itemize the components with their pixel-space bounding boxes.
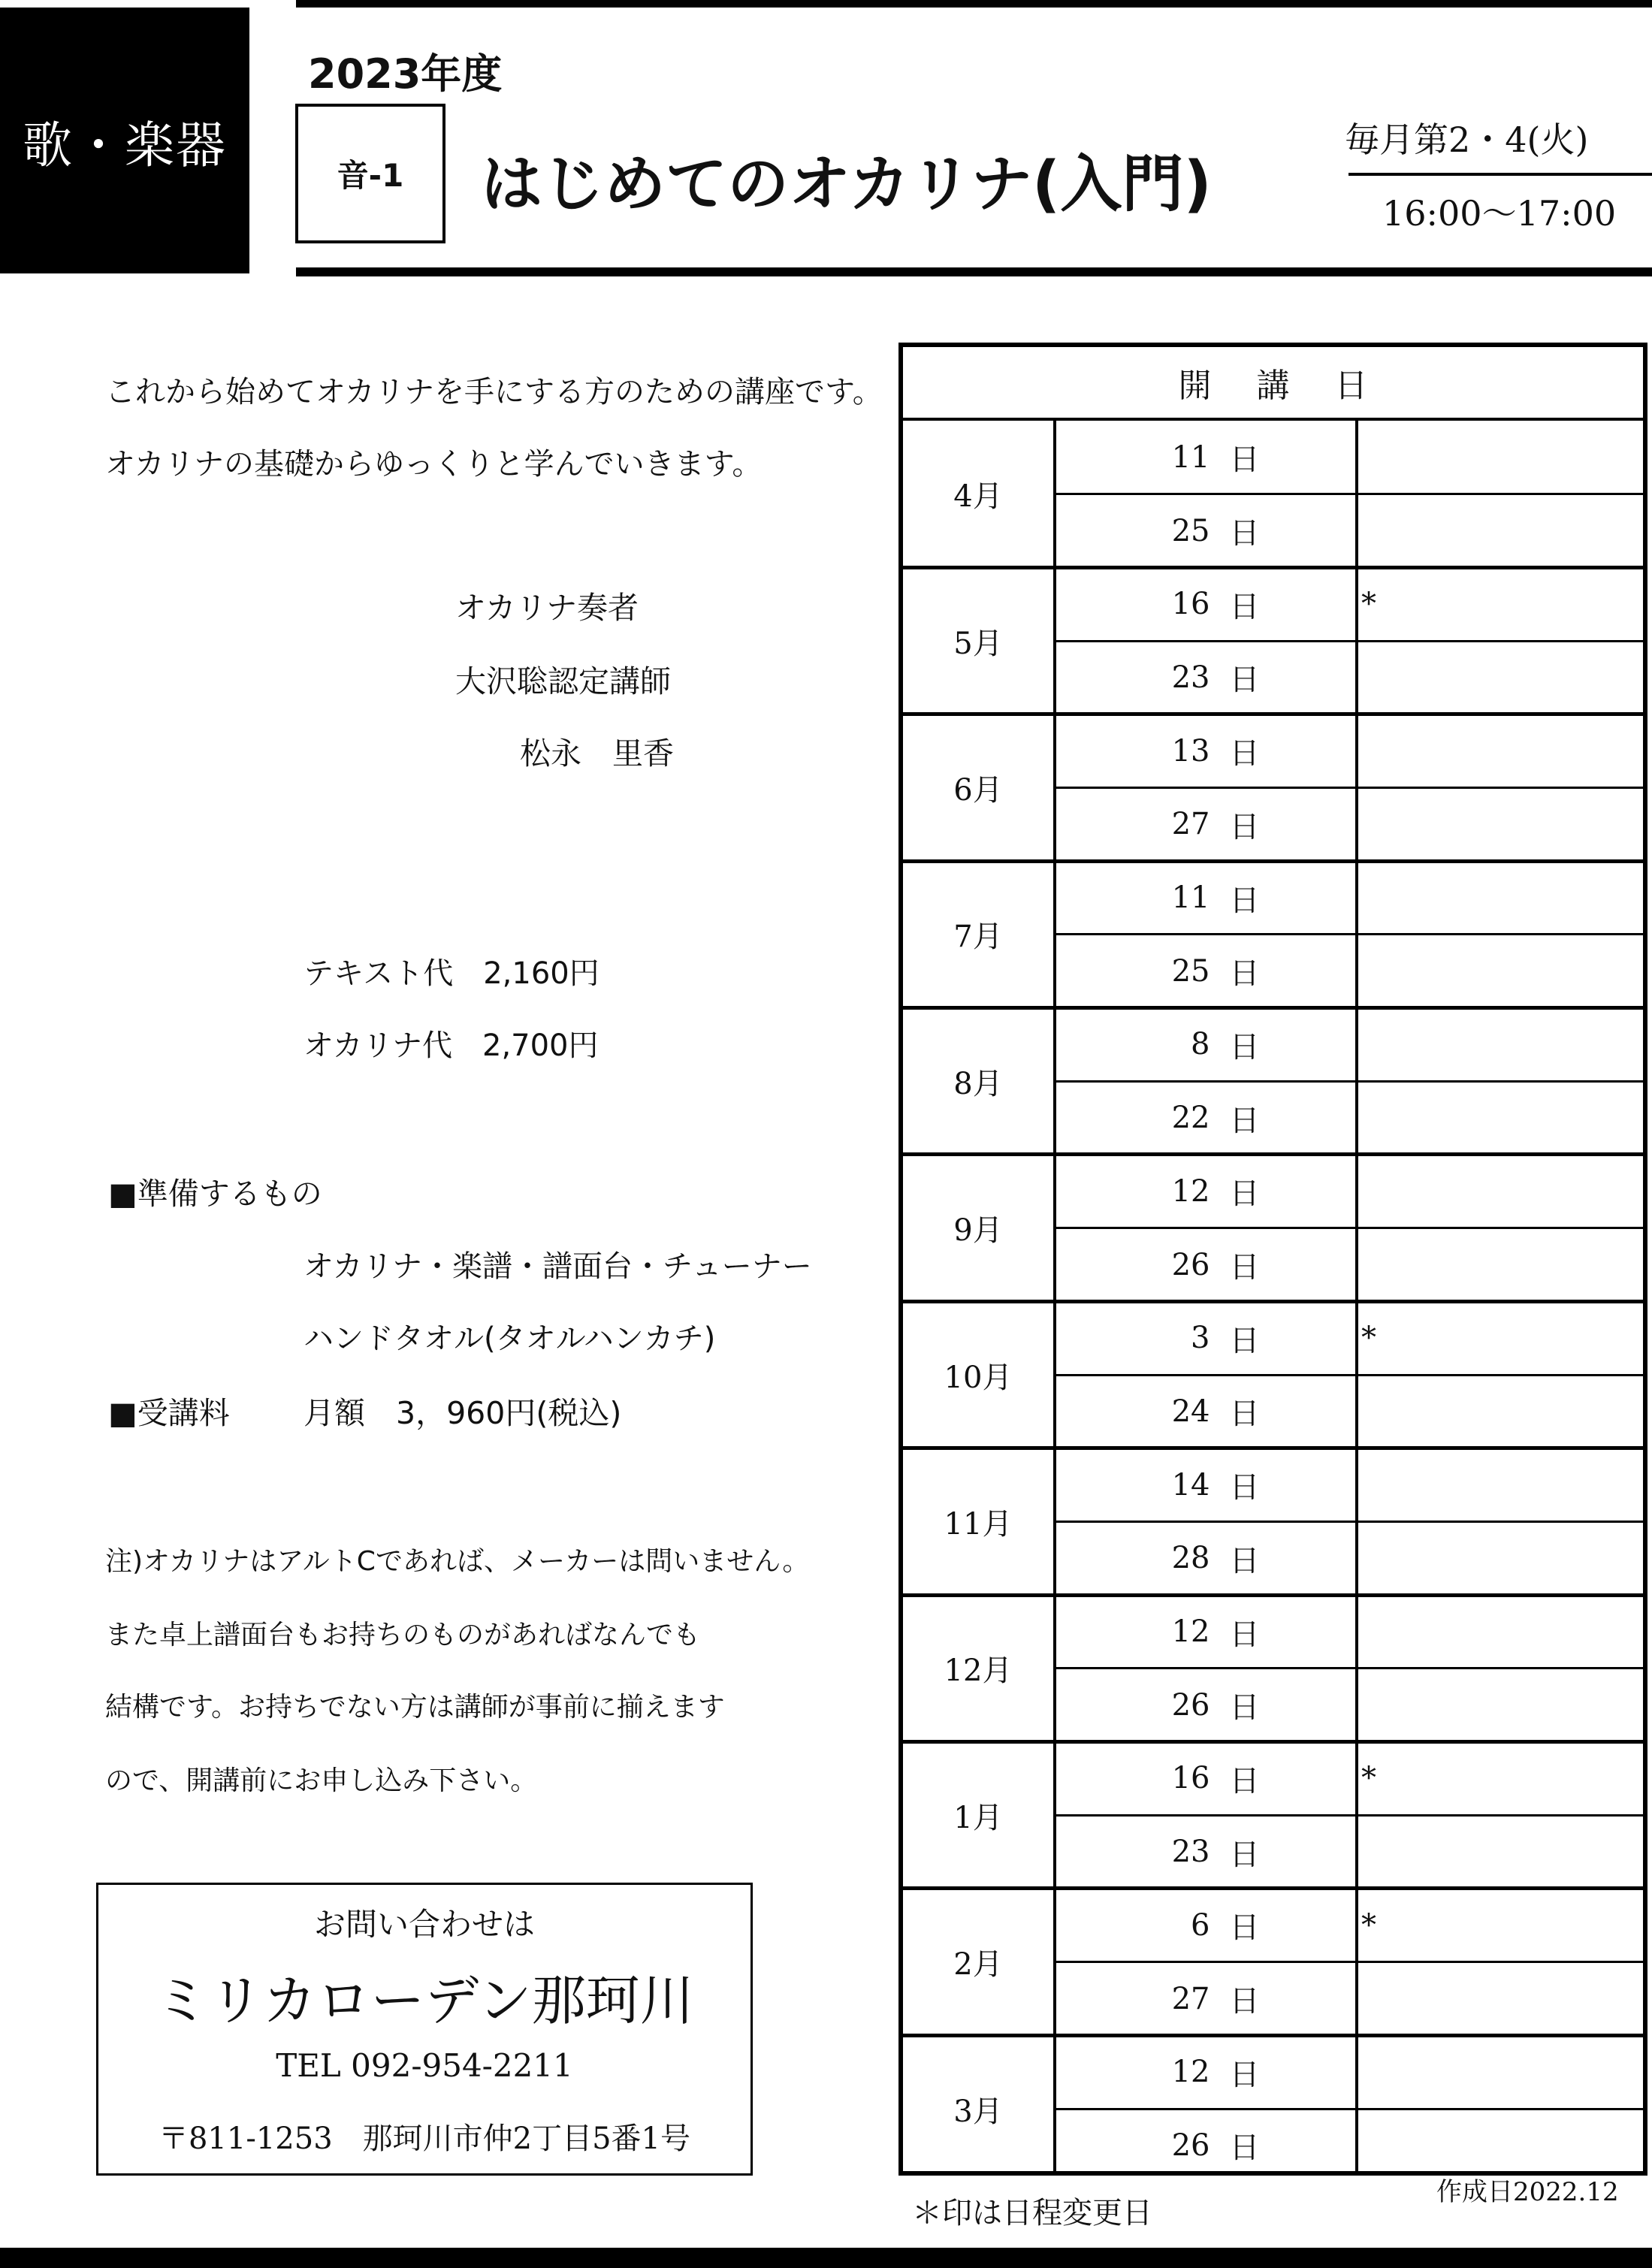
change-mark: * [1361,1907,1376,1943]
contact-box [96,1883,753,2176]
row-divider [1056,493,1643,495]
change-mark [1358,935,1361,1008]
day-number: 27 [1171,807,1210,842]
day-number: 26 [1171,1687,1210,1723]
day-suffix: 日 [1229,1029,1260,1065]
bottom-bar [0,2248,1652,2268]
contact-address: 〒811-1253 那珂川市仲2丁目5番1号 [158,2122,690,2156]
change-mark [1358,1008,1361,1082]
change-mark [1358,2109,1361,2182]
row-divider [1056,787,1643,789]
day-number: 24 [1171,1394,1210,1429]
day-cell [1056,1521,1353,1595]
month-row [903,1595,1643,1741]
course-title: はじめてのオカリナ(入門) [481,149,1212,220]
change-mark [1358,1521,1361,1595]
day-suffix: 日 [1229,1617,1260,1652]
schedule-table-heading: 開講日 [903,347,1643,421]
day-cell [1056,1301,1353,1375]
day-cell [1056,1228,1353,1302]
month-row [903,1742,1643,1889]
change-mark [1358,1375,1361,1448]
footnote: ＊印は日程変更日 [912,2196,1152,2230]
month-label: 8月 [953,1066,1003,1101]
day-number: 12 [1171,1173,1210,1209]
row-divider [1056,1227,1643,1229]
note-line-3: 結構です。お持ちでない方は講師が事前に揃えます [105,1692,725,1723]
change-mark [1358,787,1361,861]
month-row [903,861,1643,1007]
month-row [903,1889,1643,2035]
month-row [903,1155,1643,1301]
note-line-2: また卓上譜面台もお持ちのものがあればなんでも [105,1620,701,1650]
course-code: 音-1 [295,104,445,243]
day-suffix: 日 [1229,516,1260,551]
change-mark [1358,1669,1361,1742]
day-suffix: 日 [1229,663,1260,698]
row-divider [1056,1374,1643,1376]
month-label: 5月 [953,626,1003,661]
row-divider [1056,1521,1643,1523]
day-suffix: 日 [1229,1543,1260,1578]
contact-tel: TEL 092-954-2211 [276,2047,573,2084]
day-suffix: 日 [1229,1103,1260,1138]
ocarina-cost: オカリナ代 2,700円 [304,1028,599,1063]
prepare-heading: ■準備するもの [108,1176,322,1212]
day-suffix: 日 [1229,1323,1260,1358]
day-cell [1056,1669,1353,1742]
day-cell [1056,1742,1353,1816]
day-number: 22 [1171,1101,1210,1136]
contact-venue: ミリカローデン那珂川 [155,1969,694,2032]
day-number: 25 [1171,953,1210,989]
row-divider [1056,2108,1643,2110]
change-mark [1358,1155,1361,1228]
schedule-text: 毎月第2・4(火) [1345,119,1589,160]
month-label: 9月 [953,1213,1003,1249]
change-mark: * [1361,1321,1376,1356]
change-mark [1358,1962,1361,2036]
month-row [903,421,1643,567]
intro-line-2: オカリナの基礎からゆっくりと学んでいきます。 [105,447,763,482]
day-cell [1056,787,1353,861]
change-mark [1358,714,1361,788]
change-mark [1358,1448,1361,1522]
day-suffix: 日 [1229,1984,1260,2019]
day-number: 6 [1191,1907,1210,1943]
day-number: 11 [1171,880,1210,916]
top-rule [296,0,1652,8]
prepare-items-1: オカリナ・楽譜・譜面台・チューナー [304,1249,812,1284]
category-label: 歌・楽器 [0,8,249,273]
prepare-items-2: ハンドタオル(タオルハンカチ) [304,1321,716,1356]
day-cell [1056,1595,1353,1669]
month-label: 11月 [944,1506,1013,1542]
change-mark [1358,861,1361,935]
row-divider [1056,933,1643,935]
day-cell [1056,1081,1353,1155]
day-suffix: 日 [1229,1397,1260,1432]
day-number: 11 [1171,439,1210,475]
day-number: 16 [1171,1761,1210,1796]
change-mark [1358,641,1361,714]
day-suffix: 日 [1229,2131,1260,2166]
month-row [903,1448,1643,1595]
day-cell [1056,935,1353,1008]
row-divider [1056,1814,1643,1817]
day-cell [1056,494,1353,568]
month-row [903,1008,1643,1155]
day-suffix: 日 [1229,883,1260,918]
day-cell [1056,1962,1353,2036]
day-cell [1056,1008,1353,1082]
day-number: 23 [1171,660,1210,695]
schedule-table [898,343,1647,2176]
day-cell [1056,1815,1353,1889]
month-label: 10月 [944,1360,1013,1395]
fee-heading: ■受講料 [108,1395,230,1431]
day-cell [1056,1889,1353,1962]
month-row [903,1301,1643,1448]
day-cell [1056,421,1353,494]
change-mark [1358,1228,1361,1302]
instructor-role-1: オカリナ奏者 [455,590,639,626]
fee-value: 月額 3，960円(税込) [304,1395,622,1431]
note-line-4: ので、開講前にお申し込み下さい。 [105,1765,538,1796]
day-number: 25 [1171,513,1210,548]
day-number: 27 [1171,1981,1210,2016]
day-cell [1056,714,1353,788]
day-number: 13 [1171,733,1210,769]
day-suffix: 日 [1229,1176,1260,1212]
day-cell [1056,1155,1353,1228]
day-suffix: 日 [1229,1470,1260,1505]
header-rule [296,267,1652,276]
day-suffix: 日 [1229,956,1260,992]
day-number: 16 [1171,587,1210,622]
day-cell [1056,567,1353,641]
day-number: 12 [1171,1614,1210,1650]
created-date: 作成日2022.12 [1436,2177,1619,2207]
change-mark [1358,494,1361,568]
row-divider [1056,640,1643,642]
day-suffix: 日 [1229,809,1260,844]
row-divider [1056,1961,1643,1963]
month-label: 1月 [953,1800,1003,1835]
change-mark: * [1361,587,1376,622]
day-cell [1056,1375,1353,1448]
day-number: 26 [1171,2128,1210,2163]
day-suffix: 日 [1229,1763,1260,1798]
day-suffix: 日 [1229,1690,1260,1726]
day-suffix: 日 [1229,736,1260,772]
row-divider [1056,1667,1643,1669]
schedule-divider [1348,173,1652,176]
instructor-name: 松永 里香 [520,735,674,772]
instructor-role-2: 大沢聡認定講師 [455,663,671,699]
month-row [903,567,1643,714]
contact-lead: お問い合わせは [313,1906,535,1943]
text-cost: テキスト代 2,160円 [304,956,599,991]
day-cell [1056,1448,1353,1522]
day-cell [1056,2035,1353,2109]
row-divider [1056,1080,1643,1083]
day-number: 26 [1171,1247,1210,1282]
month-label: 6月 [953,772,1003,808]
day-number: 8 [1191,1027,1210,1062]
change-mark [1358,1815,1361,1889]
change-mark: * [1361,1761,1376,1796]
change-mark [1358,2035,1361,2109]
intro-line-1: これから始めてオカリナを手にする方のための講座です。 [105,375,883,409]
day-suffix: 日 [1229,1250,1260,1285]
month-row [903,2035,1643,2182]
day-number: 23 [1171,1835,1210,1870]
day-suffix: 日 [1229,1910,1260,1946]
month-label: 12月 [944,1653,1013,1689]
change-mark [1358,1081,1361,1155]
month-label: 3月 [953,2094,1003,2129]
day-number: 12 [1171,2055,1210,2090]
year-label: 2023年度 [308,50,503,98]
day-suffix: 日 [1229,1837,1260,1872]
month-row [903,714,1643,861]
change-mark [1358,1595,1361,1669]
day-cell [1056,641,1353,714]
day-number: 28 [1171,1541,1210,1576]
time-text: 16:00〜17:00 [1382,193,1617,234]
day-suffix: 日 [1229,2057,1260,2092]
day-cell [1056,861,1353,935]
month-label: 7月 [953,920,1003,955]
day-suffix: 日 [1229,442,1260,478]
change-mark [1358,421,1361,494]
day-suffix: 日 [1229,589,1260,624]
note-line-1: 注)オカリナはアルトCであれば、メーカーは問いません。 [105,1546,810,1577]
month-label: 2月 [953,1947,1003,1983]
day-number: 3 [1191,1321,1210,1356]
month-label: 4月 [953,479,1003,515]
day-number: 14 [1171,1467,1210,1502]
day-cell [1056,2109,1353,2182]
